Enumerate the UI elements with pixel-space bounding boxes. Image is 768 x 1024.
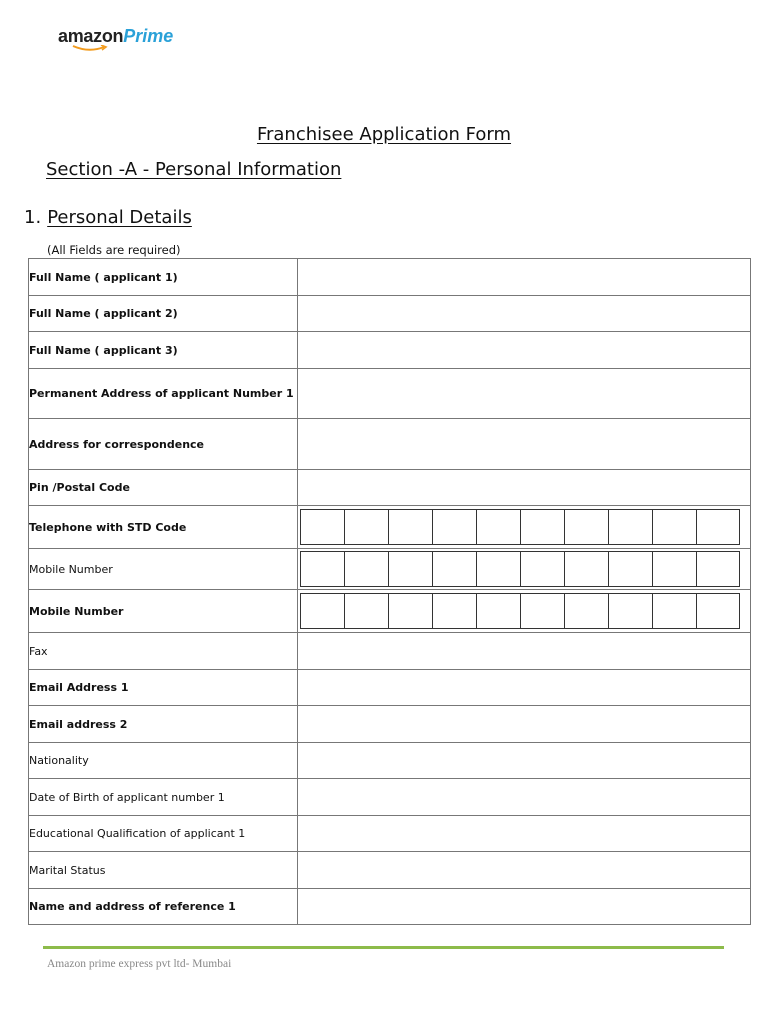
digit-box[interactable] (476, 551, 521, 587)
input-field[interactable] (298, 852, 751, 889)
field-label: Educational Qualification of applicant 1 (29, 816, 298, 852)
form-row (29, 369, 751, 419)
input-field[interactable] (298, 889, 751, 925)
digit-box[interactable] (564, 593, 609, 629)
digit-box[interactable] (300, 551, 345, 587)
digit-box[interactable] (300, 509, 345, 545)
smile-arrow-icon (72, 45, 108, 53)
field-label: Pin /Postal Code (29, 470, 298, 506)
field-label: Fax (29, 633, 298, 670)
digit-box[interactable] (520, 509, 565, 545)
digit-box[interactable] (608, 509, 653, 545)
digit-box[interactable] (300, 593, 345, 629)
input-field[interactable] (298, 779, 751, 816)
personal-details-table (28, 258, 751, 925)
digit-box[interactable] (652, 551, 697, 587)
digit-box-group (298, 509, 750, 545)
field-label: Nationality (29, 743, 298, 779)
input-field[interactable] (298, 296, 751, 332)
digit-box[interactable] (652, 593, 697, 629)
input-field[interactable] (298, 633, 751, 670)
field-label: Address for correspondence (29, 419, 298, 470)
digit-box[interactable] (432, 509, 477, 545)
field-label: Full Name ( applicant 1) (29, 259, 298, 296)
input-field[interactable] (298, 706, 751, 743)
field-label: Full Name ( applicant 2) (29, 296, 298, 332)
digit-box[interactable] (520, 551, 565, 587)
form-row (29, 779, 751, 816)
logo-amazon-text: amazon (58, 26, 124, 46)
form-row (29, 419, 751, 470)
digit-box[interactable] (520, 593, 565, 629)
digit-box-group (298, 551, 750, 587)
field-label: Email address 2 (29, 706, 298, 743)
subsection-title: Personal Details (47, 207, 192, 228)
digit-box[interactable] (564, 551, 609, 587)
form-row (29, 296, 751, 332)
digit-box[interactable] (344, 593, 389, 629)
input-field[interactable] (298, 332, 751, 369)
digit-box-field[interactable] (298, 549, 751, 590)
digit-box[interactable] (388, 551, 433, 587)
amazon-prime-logo (58, 26, 198, 56)
digit-box[interactable] (388, 593, 433, 629)
required-note: (All Fields are required) (47, 243, 181, 257)
field-label: Marital Status (29, 852, 298, 889)
subsection-heading (24, 207, 192, 228)
field-label: Name and address of reference 1 (29, 889, 298, 925)
subsection-number: 1. (24, 207, 42, 228)
field-label: Telephone with STD Code (29, 506, 298, 549)
form-row (29, 590, 751, 633)
logo-prime-text: Prime (123, 26, 174, 46)
digit-box[interactable] (476, 509, 521, 545)
form-row (29, 816, 751, 852)
field-label: Mobile Number (29, 590, 298, 633)
field-label: Full Name ( applicant 3) (29, 332, 298, 369)
field-label: Date of Birth of applicant number 1 (29, 779, 298, 816)
form-row (29, 633, 751, 670)
input-field[interactable] (298, 743, 751, 779)
form-title: Franchisee Application Form (256, 124, 512, 145)
form-row (29, 889, 751, 925)
field-label: Mobile Number (29, 549, 298, 590)
digit-box-group (298, 593, 750, 629)
form-row (29, 259, 751, 296)
input-field[interactable] (298, 419, 751, 470)
form-row (29, 332, 751, 369)
digit-box-field[interactable] (298, 506, 751, 549)
digit-box[interactable] (608, 593, 653, 629)
digit-box[interactable] (344, 509, 389, 545)
section-title: Section -A - Personal Information (46, 159, 342, 180)
input-field[interactable] (298, 816, 751, 852)
digit-box[interactable] (476, 593, 521, 629)
field-label: Email Address 1 (29, 670, 298, 706)
form-row (29, 670, 751, 706)
digit-box[interactable] (696, 509, 740, 545)
form-row (29, 506, 751, 549)
form-row (29, 549, 751, 590)
footer-divider (43, 946, 724, 949)
form-row (29, 743, 751, 779)
digit-box[interactable] (432, 593, 477, 629)
field-label: Permanent Address of applicant Number 1 (29, 369, 298, 419)
input-field[interactable] (298, 259, 751, 296)
form-row (29, 852, 751, 889)
digit-box[interactable] (696, 551, 740, 587)
digit-box[interactable] (652, 509, 697, 545)
digit-box[interactable] (388, 509, 433, 545)
form-row (29, 470, 751, 506)
digit-box[interactable] (564, 509, 609, 545)
digit-box[interactable] (608, 551, 653, 587)
input-field[interactable] (298, 470, 751, 506)
footer-text: Amazon prime express pvt ltd- Mumbai (47, 958, 232, 970)
digit-box[interactable] (432, 551, 477, 587)
digit-box-field[interactable] (298, 590, 751, 633)
form-row (29, 706, 751, 743)
digit-box[interactable] (696, 593, 740, 629)
input-field[interactable] (298, 369, 751, 419)
digit-box[interactable] (344, 551, 389, 587)
input-field[interactable] (298, 670, 751, 706)
